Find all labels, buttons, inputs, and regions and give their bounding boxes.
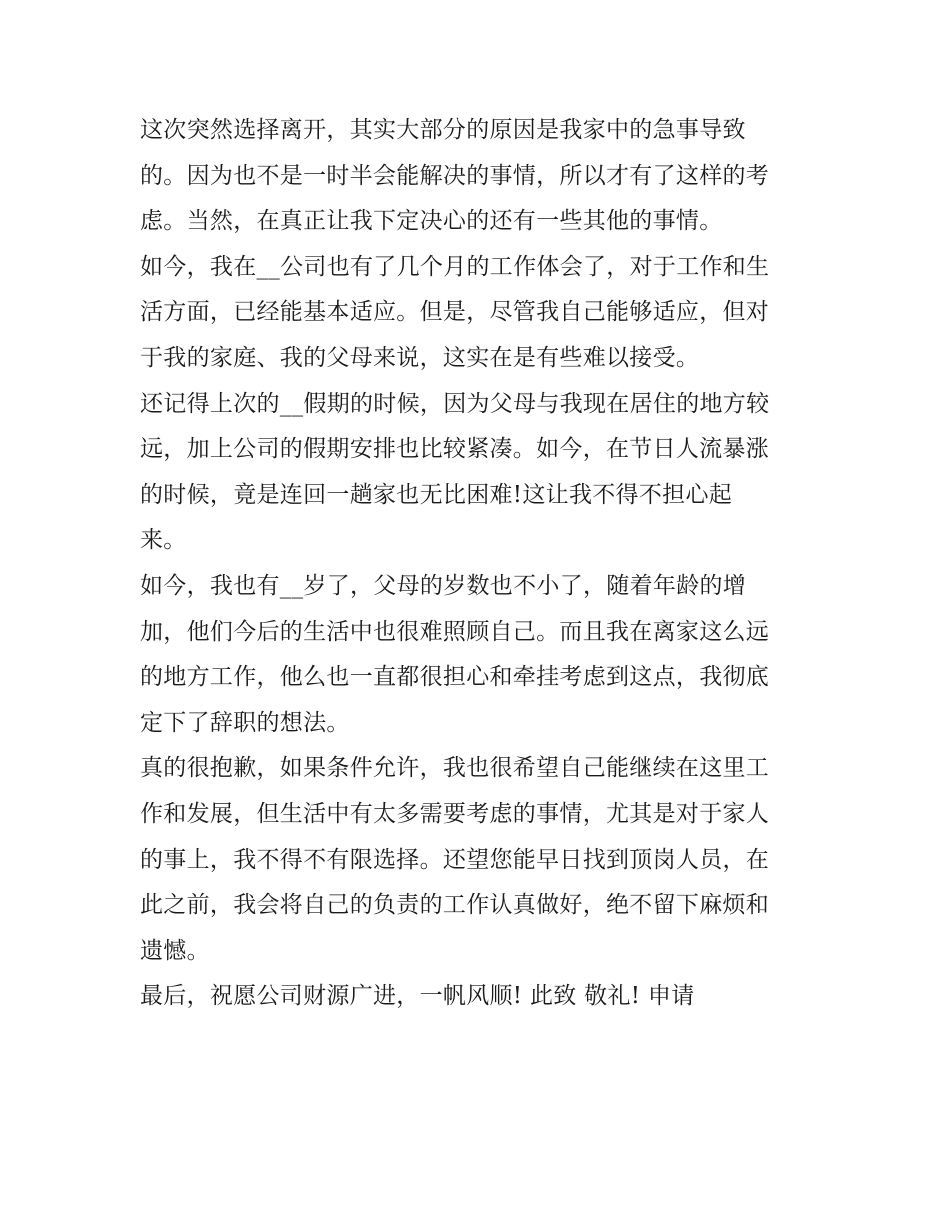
- text-line: 加，他们今后的生活中也很难照顾自己。而且我在离家这么远: [140, 618, 770, 645]
- text-line: 还记得上次的__假期的时候，因为父母与我现在居住的地方较: [140, 390, 770, 417]
- letter-body: [140, 108, 820, 1020]
- text-line: 此之前，我会将自己的负责的工作认真做好，绝不留下麻烦和: [140, 892, 770, 919]
- text-line: 活方面，已经能基本适应。但是，尽管我自己能够适应，但对: [140, 299, 770, 326]
- text-line: 真的很抱歉，如果条件允许，我也很希望自己能继续在这里工: [140, 755, 770, 782]
- text-line: 来。: [140, 527, 187, 554]
- text-line: 定下了辞职的想法。: [140, 709, 350, 736]
- text-line: 这次突然选择离开，其实大部分的原因是我家中的急事导致: [140, 117, 746, 143]
- text-line: 如今，我在__公司也有了几个月的工作体会了，对于工作和生: [140, 253, 770, 280]
- text-line: 远，加上公司的假期安排也比较紧凑。如今，在节日人流暴涨: [140, 436, 770, 463]
- text-line: 虑。当然，在真正让我下定决心的还有一些其他的事情。: [140, 208, 723, 235]
- text-line: 于我的家庭、我的父母来说，这实在是有些难以接受。: [140, 344, 700, 371]
- text-line: 的时候，竟是连回一趟家也无比困难!这让我不得不担心起: [140, 481, 733, 508]
- text-line: 的事上，我不得不有限选择。还望您能早日找到顶岗人员，在: [140, 846, 770, 873]
- text-line: 作和发展，但生活中有太多需要考虑的事情，尤其是对于家人: [140, 800, 770, 827]
- text-line: 遗憾。: [140, 937, 210, 964]
- text-line: 如今，我也有__岁了，父母的岁数也不小了，随着年龄的增: [140, 572, 747, 599]
- text-line: 的。因为也不是一时半会能解决的事情，所以才有了这样的考: [140, 162, 770, 189]
- text-line: 的地方工作，他么也一直都很担心和牵挂考虑到这点，我彻底: [140, 664, 770, 691]
- text-line: 最后，祝愿公司财源广进，一帆风顺! 此致 敬礼! 申请: [140, 983, 695, 1010]
